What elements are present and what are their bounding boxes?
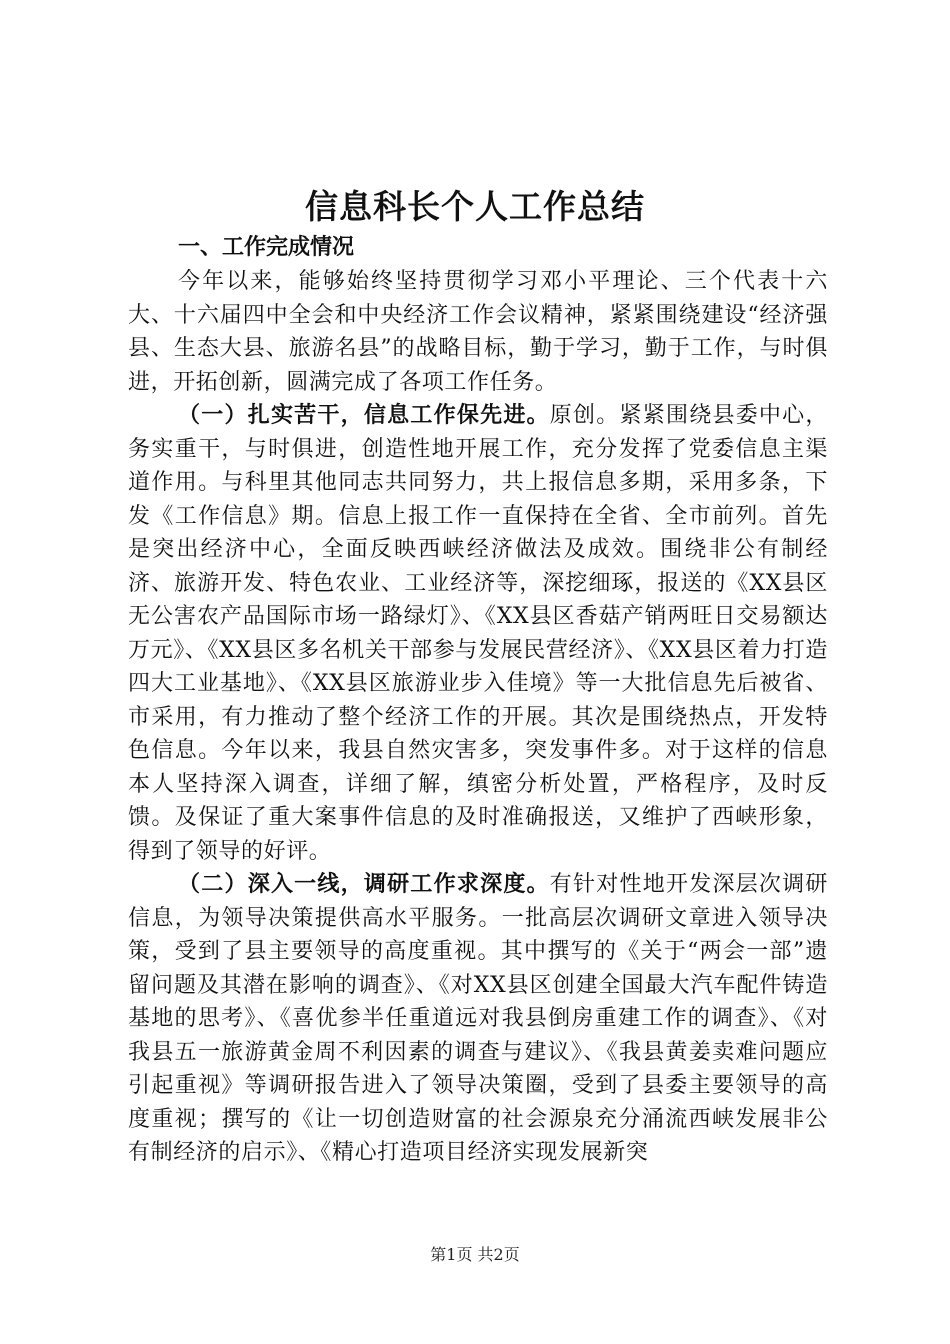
item1-heading: （一）扎实苦干，信息工作保先进。 bbox=[178, 403, 550, 428]
item1-text: 原创。紧紧围绕县委中心，务实重干，与时俱进，创造性地开展工作，充分发挥了党委信息主渠道作用。与科里其他同志共同努力，共上报信息多期，采用多条，下发《工作信息》期。信息上报工作一直保持在全省、全市前列。首先是突出经济中心，全面反映西峡经济做法及成效。围绕非公有制经济、旅游开发、特色农业、工业经济等，深挖细琢，报送的《XX县区无公害农产品国际市场一路绿灯》、《XX县区香菇产销两旺日交易额达万元》、《XX县区多名机关干部参与发展民营经济》、《XX县区着力打造四大工业基地》、《XX县区旅游业步入佳境》等一大批信息先后被省、市采用，有力推动了整个经济工作的开展。其次是围绕热点，开发特色信息。今年以来，我县自然灾害多，突发事件多。对于这样的信息本人坚持深入调查，详细了解，缜密分析处置，严格程序，及时反馈。及保证了重大案事件信息的及时准确报送，又维护了西峡形象，得到了领导的好评。 bbox=[128, 403, 829, 864]
item1-paragraph bbox=[128, 399, 828, 868]
item2-paragraph bbox=[128, 868, 828, 1170]
page-footer: 第1页 共2页 bbox=[430, 1245, 520, 1264]
document-title: 信息科长个人工作总结 bbox=[305, 187, 645, 226]
document-body bbox=[128, 230, 828, 1170]
item2-heading: （二）深入一线，调研工作求深度。 bbox=[178, 872, 550, 897]
item2-text: 有针对性地开发深层次调研信息，为领导决策提供高水平服务。一批高层次调研文章进入领导决策，受到了县主要领导的高度重视。其中撰写的《关于“两会一部”遗留问题及其潜在影响的调查》、《对XX县区创建全国最大汽车配件铸造基地的思考》、《喜优参半任重道远对我县倒房重建工作的调查》、《对我县五一旅游黄金周不利因素的调查与建议》、《我县黄姜卖难问题应引起重视》等调研报告进入了领导决策圈，受到了县委主要领导的高度重视；撰写的《让一切创造财富的社会源泉充分涌流西峡发展非公有制经济的启示》、《精心打造项目经济实现发展新突 bbox=[128, 872, 829, 1165]
intro-paragraph: 今年以来，能够始终坚持贯彻学习邓小平理论、三个代表十六大、十六届四中全会和中央经济工作会议精神，紧紧围绕建设“经济强县、生态大县、旅游名县”的战略目标，勤于学习，勤于工作，与时俱进，开拓创新，圆满完成了各项工作任务。 bbox=[128, 269, 828, 395]
section-heading: 一、工作完成情况 bbox=[178, 235, 355, 260]
